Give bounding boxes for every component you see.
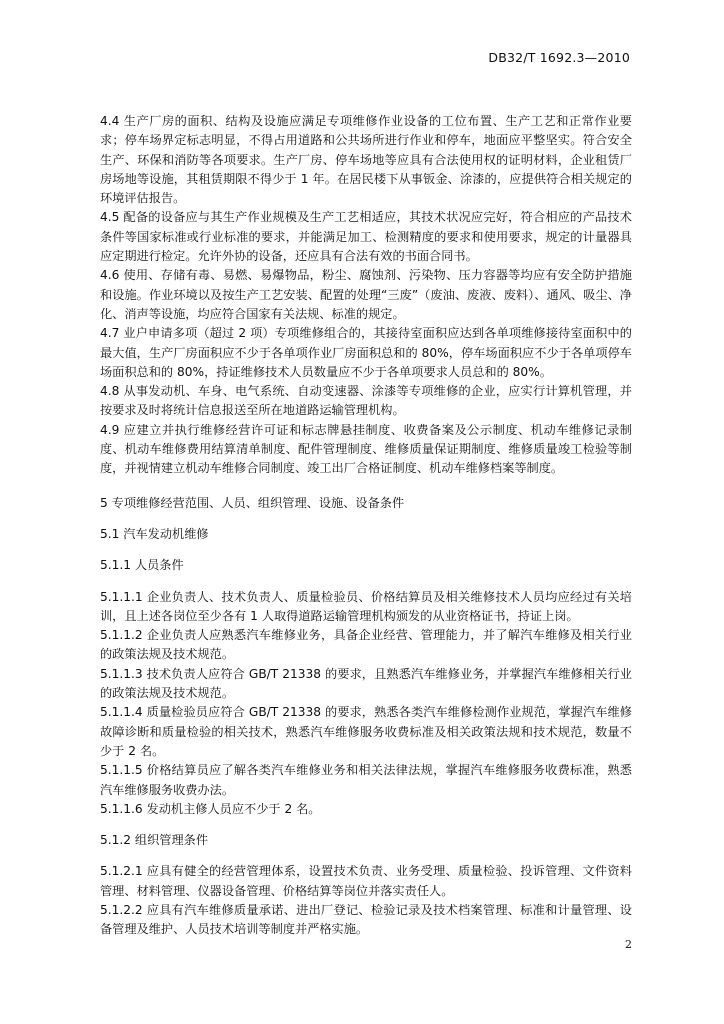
standard-number-header: DB32/T 1692.3—2010 <box>488 50 630 65</box>
clause-5-1-1-1: 5.1.1.1 企业负责人、技术负责人、质量检验员、价格结算员及相关维修技术人员均应经过有关培训，且上述各岗位至少各有 1 人取得道路运输管理机构颁发的从业资格证书，持证上岗。 <box>100 589 632 623</box>
clause-4-7: 4.7 业户申请多项（超过 2 项）专项维修组合的，其接待室面积应达到各单项维修接待室面积中的最大值，生产厂房面积应不少于各单项作业厂房面积总和的 80%，停车场面积应不少于各单项停车场面积总和的 80%，持证维修技术人员数量应不少于各单项要求人员总和的 80%。 <box>100 326 632 379</box>
clause-5-1-2-2: 5.1.2.2 应具有汽车维修质量承诺、进出厂登记、检验记录及技术档案管理、标准和计量管理、设备管理及维护、人员技术培训等制度并严格实施。 <box>100 902 632 937</box>
clause-4-4: 4.4 生产厂房的面积、结构及设施应满足专项维修作业设备的工位布置、生产工艺和正常作业要求；停车场界定标志明显，不得占用道路和公共场所进行作业和停车，地面应平整坚实。符合安全生产、环保和消防等各项要求。生产厂房、停车场地等应具有合法使用权的证明材料，企业租赁厂房场地等设施，其租赁期限不得少于 1 年。在居民楼下从事钣金、涂漆的，应提供符合相关规定的环境评估报告。 <box>100 114 632 206</box>
section-5-1-1-heading: 5.1.1 人员条件 <box>100 558 184 573</box>
clause-5-1-1-2: 5.1.1.2 企业负责人应熟悉汽车维修业务，具备企业经营、管理能力，并了解汽车维修及相关行业的政策法规及技术规范。 <box>100 628 632 662</box>
clause-5-1-1-3: 5.1.1.3 技术负责人应符合 GB/T 21338 的要求，且熟悉汽车维修业务，并掌握汽车维修相关行业的政策法规及技术规范。 <box>100 666 632 701</box>
clause-4-8: 4.8 从事发动机、车身、电气系统、自动变速器、涂漆等专项维修的企业，应实行计算机管理，并按要求及时将统计信息报送至所在地道路运输管理机构。 <box>100 384 632 418</box>
clause-4-9: 4.9 应建立并执行维修经营许可证和标志牌悬挂制度、收费备案及公示制度、机动车维修记录制度、机动车维修费用结算清单制度、配件管理制度、维修质量保证期制度、维修质量竣工检验等制度，并视情建立机动车维修合同制度、竣工出厂合格证制度、机动车维修档案等制度。 <box>100 422 632 476</box>
clause-5-1-1-6: 5.1.1.6 发动机主修人员应不少于 2 名。 <box>100 801 321 816</box>
document-body <box>100 112 632 940</box>
clause-5-1-1-5: 5.1.1.5 价格结算员应了解各类汽车维修业务和相关法律法规，掌握汽车维修服务收费标准，熟悉汽车维修服务收费办法。 <box>100 763 632 797</box>
clause-5-1-2-1: 5.1.2.1 应具有健全的经营管理体系，设置技术负责、业务受理、质量检验、投诉管理、文件资料管理、材料管理、仪器设备管理、价格结算等岗位并落实责任人。 <box>100 864 632 898</box>
clause-5-1-1-4: 5.1.1.4 质量检验员应符合 GB/T 21338 的要求，熟悉各类汽车维修检测作业规范，掌握汽车维修故障诊断和质量检验的相关技术，熟悉汽车维修服务收费标准及相关政策法规和技术规范，数量不少于 2 名。 <box>100 705 632 758</box>
section-5-1-2-heading: 5.1.2 组织管理条件 <box>100 833 209 848</box>
section-5-1-heading: 5.1 汽车发动机维修 <box>100 526 209 541</box>
page-number: 2 <box>625 938 632 951</box>
clause-4-5: 4.5 配备的设备应与其生产作业规模及生产工艺相适应，其技术状况应完好，符合相应的产品技术条件等国家标准或行业标准的要求，并能满足加工、检测精度的要求和使用要求，规定的计量器具应定期进行检定。允许外协的设备，还应具有合法有效的书面合同书。 <box>100 210 632 264</box>
section-5-heading: 5 专项维修经营范围、人员、组织管理、设施、设备条件 <box>100 495 405 510</box>
clause-4-6: 4.6 使用、存储有毒、易燃、易爆物品，粉尘、腐蚀剂、污染物、压力容器等均应有安全防护措施和设施。作业环境以及按生产工艺安装、配置的处理“三废”（废油、废液、废料）、通风、吸尘、净化、消声等设施，均应符合国家有关法规、标准的规定。 <box>100 268 632 321</box>
